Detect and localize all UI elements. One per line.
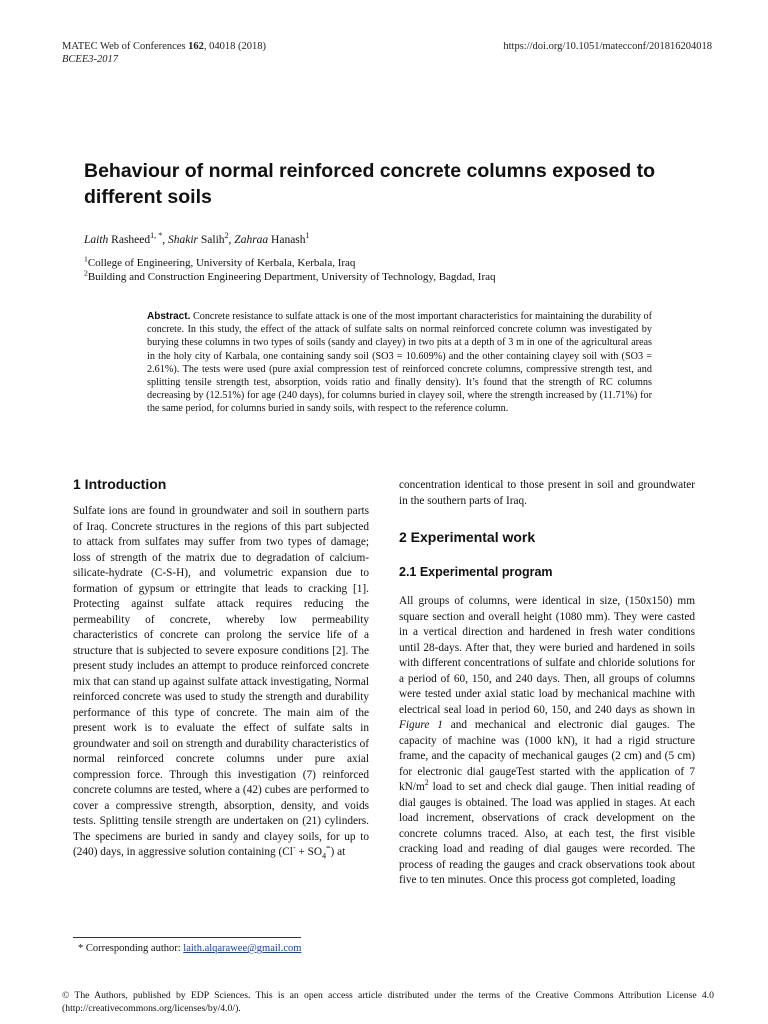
figure-reference[interactable]: Figure 1	[399, 719, 443, 731]
doi-link[interactable]: https://doi.org/10.1051/matecconf/201816204018	[503, 41, 712, 52]
author-sup: 2	[224, 231, 229, 241]
license-text: © The Authors, published by EDP Sciences. This is an open access article distributed under the terms of the Creative Commons Attribution License 4.0 (http://creativecommons.org/licenses/by/4.0/).	[62, 990, 714, 1014]
intro-text: Sulfate ions are found in groundwater and soil in southern parts of Iraq. Concrete structures in the regions of this part subjected to attack from sulfates may suffer from two types of damage; loss of strength of the matrix due to degradation of calcium-silicate-hydrate (C-S-H), and volumetric expansion due to formation of gypsum or ettringite that leads to cracking [1]. Protecting against sulfate attack requires reducing the permeability of concrete, whereby low permeability characteristics of concrete can prolong the service life of a structure that is subjected to severe exposure conditions [2]. The present study includes an attempt to produce reinforced concrete mix that can stand up against sulfate attack investigating, Normal reinforced concrete was used to study the strength and durability performance of this type of concrete. The main aim of the present work is to evaluate the effect of sulfate salts in groundwater and soil on strength and durability characteristics of normal reinforced concrete columns under pure axial compression force. Through this investigation (7) reinforced concrete columns are tested, where a (42) cubes are performed to cover a compressive strength, absorption, density, and voids tests. Splitting tensile strength are undertaken on (21) cylinders. The specimens are buried in sandy and clayey soils, for up to (240) days, in aggressive solution containing (Cl	[73, 505, 369, 858]
author-first: Zahraa	[234, 234, 269, 246]
experimental-text: and mechanical and electronic dial gauges. The capacity of machine was (1000 kN), it had a rigid structure frame, and the capacity of mechanical gauges (2 cm) and (5 cm) for electronic dial gaugeTest started with the application of 7 kN/m	[399, 719, 695, 793]
affiliation-number: 1	[84, 254, 88, 264]
journal-volume: 162	[188, 41, 204, 52]
affiliation-text: College of Engineering, University of Kerbala, Kerbala, Iraq	[87, 257, 356, 269]
footnote-divider	[73, 937, 301, 938]
author-sup: 1	[305, 231, 310, 241]
experimental-body	[399, 594, 695, 889]
experimental-text: load to set and check dial gauge. Then initial reading of dial gauges is obtained. The load was applied in stages. At each load increment, observations of crack development on the concrete columns traced. Also, at each test, the first visible cracking load and reading of dial gauges were recorded. The process of reading the gauges and crack observations took about five to ten minutes. Once this process got completed, loading	[399, 781, 695, 886]
author-first: Shakir	[167, 234, 198, 246]
experimental-text: All groups of columns, were identical in size, (150x150) mm square section and overall height (1080 mm). They were casted in a vertical direction and hardened in fresh water conditions until 28-days. After that, they were buried and hardened in soils with different concentrations of sulfate and chloride solutions for a period of 60, 150, and 240 days. Then, all groups of columns were tested under axial static load by mechanical machine with electrical seal load in period 60, 150, and 240 days as shown in	[399, 595, 695, 716]
conference-name: BCEE3-2017	[62, 54, 118, 65]
subsection-heading-program: 2.1 Experimental program	[399, 565, 553, 579]
introduction-continued: concentration identical to those present in soil and groundwater in the southern parts of Iraq.	[399, 479, 695, 507]
affiliation	[84, 256, 355, 270]
author-first: Laith	[84, 234, 109, 246]
affiliation-text: Building and Construction Engineering Department, University of Technology, Bagdad, Iraq	[87, 271, 496, 283]
sulfate-sup: =	[326, 843, 331, 853]
footnote	[78, 943, 301, 954]
paper-title: Behaviour of normal reinforced concrete columns exposed to different soils	[84, 160, 656, 208]
section-heading-experimental: 2 Experimental work	[399, 529, 536, 545]
sulfate-sub: 4	[322, 851, 327, 861]
footnote-prefix: * Corresponding author:	[78, 943, 184, 954]
author-last: Hanash	[271, 234, 306, 246]
affiliation	[84, 270, 496, 284]
author-list: Laith Rasheed$^{1, *}$, Shakir Salih$^2$, Zahraa Hanash$^1$	[84, 231, 310, 246]
running-header	[62, 40, 266, 66]
corresponding-email-link[interactable]: laith.alqarawee@gmail.com	[183, 943, 302, 954]
article-number: , 04018 (2018)	[203, 41, 266, 52]
author-last: Salih	[200, 234, 225, 246]
affiliation-number: 2	[84, 268, 88, 278]
section-heading-introduction: 1 Introduction	[73, 476, 167, 492]
intro-text: ) at	[330, 846, 346, 858]
abstract-label: Abstract.	[147, 311, 191, 322]
chloride-sup: -	[292, 843, 296, 853]
intro-text: + SO	[295, 846, 323, 858]
unit-sup: 2	[424, 778, 429, 788]
abstract-text: Concrete resistance to sulfate attack is one of the most important characteristics for maintaining the durability of concrete. In this study, the effect of the attack of sulfate salts on normal reinforced concrete column was investigated by burying these columns in two types of soils (sandy and clayey) in two pits at a depth of 3 m in one of the agricultural areas in the holy city of Karbala, one containing sandy soil (SO3 = 10.609%) and the other containing clayey soil with (SO3 = 2.61%). The tests were used (pure axial compression test of reinforced concrete columns, compressive strength test, and splitting tensile strength test, absorption, voids ratio and finally density). It’s found that the strength of RC columns decreasing by (12.51%) for age (240 days), for columns buried in clayey soil, where the strength increased by (11.71%) for the same period, for columns buried in sandy soils, with respect to the reference column.	[147, 311, 652, 415]
abstract	[147, 310, 652, 416]
author-last: Rasheed	[111, 234, 151, 246]
journal-name: MATEC Web of Conferences	[62, 41, 189, 52]
introduction-body	[73, 504, 369, 861]
author-sup: 1, *	[150, 231, 163, 241]
